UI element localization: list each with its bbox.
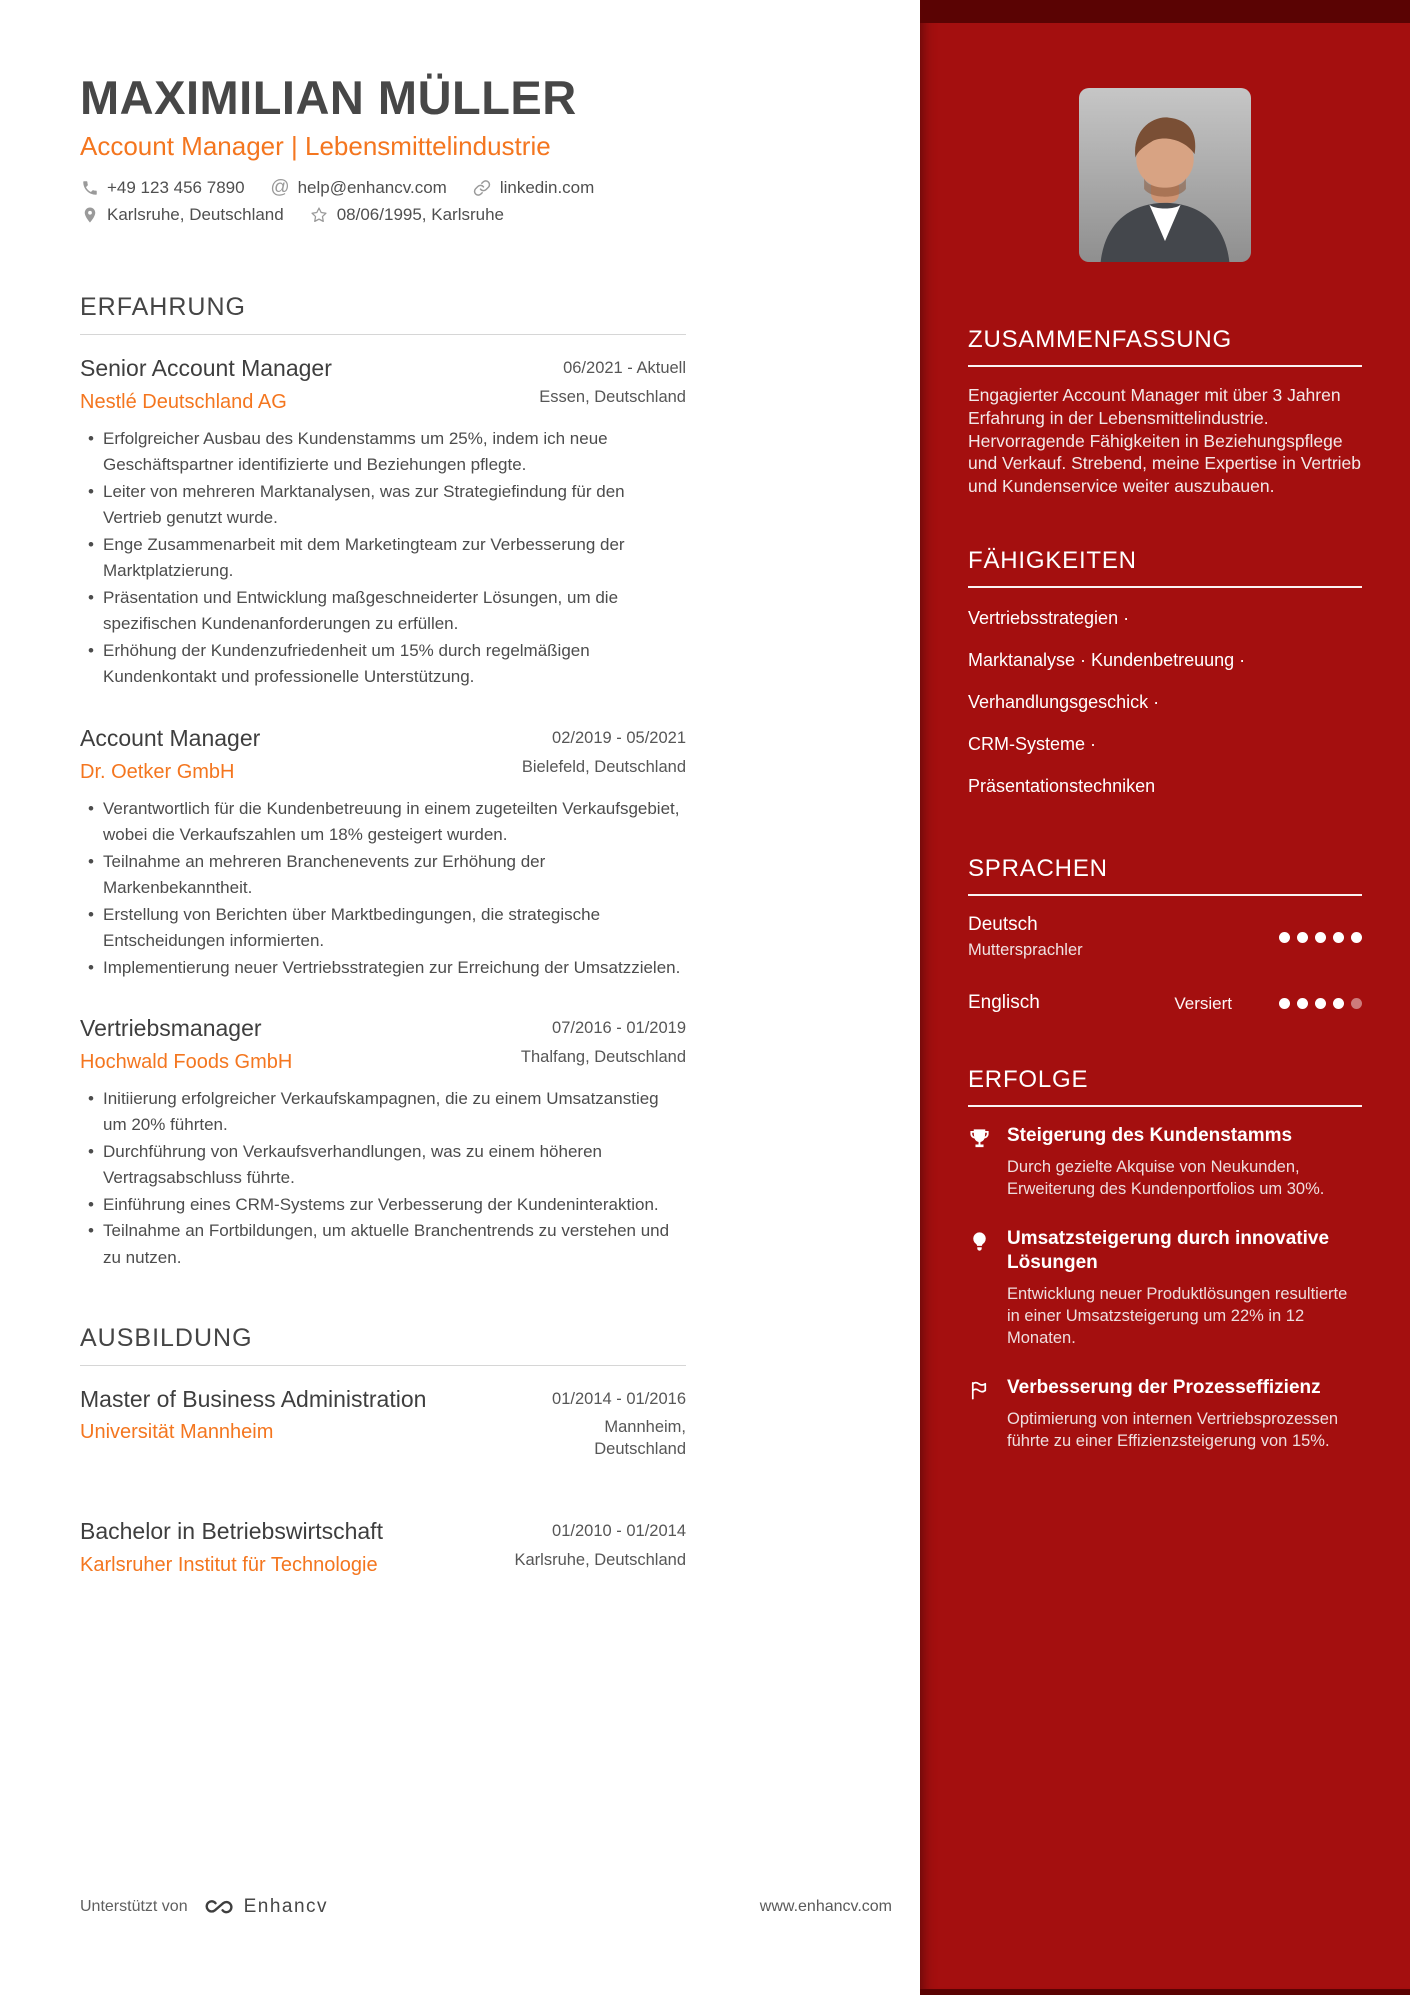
job-entry [80,354,686,691]
job-title: Vertriebsmanager [80,1015,262,1042]
enhancv-logo-icon [198,1895,234,1919]
link-icon [473,178,492,197]
language-dots [1272,998,1362,1009]
job-title: Senior Account Manager [80,354,332,381]
job-company: Dr. Oetker GmbH [80,760,235,783]
skill-item: Vertriebsstrategien · [968,607,1130,628]
phone-icon [80,178,99,197]
skill-item: CRM-Systeme · [968,734,1097,755]
location-pin-icon [80,205,99,224]
skill-item: Verhandlungsgeschick · [968,691,1160,712]
sidebar-divider [968,365,1362,367]
job-company: Hochwald Foods GmbH [80,1050,293,1073]
language-name: Englisch [968,992,1040,1014]
job-location: Essen, Deutschland [539,387,686,406]
job-bullet: • Leiter von mehreren Marktanalysen, was zur Strategiefindung für den Vertrieb genutzt wurde. [103,479,686,532]
achievement-description: Optimierung von internen Vertriebsprozessen führte zu einer Effizienzsteigerung von 15%. [1007,1409,1339,1450]
education-entry [80,1385,686,1461]
email-contact[interactable] [271,178,447,198]
job-bullets [80,1086,686,1272]
achievement-title: Umsatzsteigerung durch innovative Lösungen [1007,1228,1330,1273]
language-name: Deutsch [968,914,1038,936]
birthdate-contact [310,205,504,225]
language-level: Versiert [1174,993,1232,1013]
achievements-heading: ERFOLGE [968,1066,1089,1094]
job-bullet: • Initiierung erfolgreicher Verkaufskampagnen, die zu einem Umsatzanstieg um 20% führten. [103,1086,686,1139]
job-bullet: • Verantwortlich für die Kundenbetreuung in einem zugeteilten Verkaufsgebiet, wobei die Verkaufszahlen um 18% gesteigert wurden. [103,796,686,849]
job-title: Account Manager [80,724,261,751]
flag-icon [968,1376,994,1452]
summary-section [968,326,1362,498]
languages-heading: SPRACHEN [968,855,1108,883]
achievement-item [968,1124,1362,1200]
job-bullet: • Teilnahme an Fortbildungen, um aktuelle Branchentrends zu verstehen und zu nutzen. [103,1218,686,1271]
job-headline: Account Manager | Lebensmittelindustrie [80,130,551,161]
job-location: Bielefeld, Deutschland [521,757,686,776]
powered-by [80,1895,328,1919]
sidebar-divider [968,1105,1362,1107]
job-bullet: • Erhöhung der Kundenzufriedenheit um 15% durch regelmäßigen Kundenkontakt und professionelle Unterstützung. [103,638,686,691]
language-level: Muttersprachler [968,940,1083,959]
sidebar-divider [968,894,1362,896]
education-location: Mannheim, Deutschland [594,1418,686,1458]
job-bullets [80,796,686,982]
achievement-description: Durch gezielte Akquise von Neukunden, Erweiterung des Kundenportfolios um 30%. [1007,1157,1325,1198]
job-date: 07/2016 - 01/2019 [552,1019,686,1038]
job-bullets [80,426,686,691]
job-entry [80,724,686,981]
job-date: 06/2021 - Aktuell [563,358,686,377]
birthdate-text: 08/06/1995, Karlsruhe [336,204,505,224]
education-section [80,1324,686,1578]
language-dots [1272,932,1362,943]
job-bullet: • Erstellung von Berichten über Marktbedingungen, die strategische Entscheidungen informierten. [103,902,686,955]
language-row [968,913,1362,961]
skills-section [968,547,1362,799]
phone-number: +49 123 456 7890 [107,177,245,197]
job-date: 02/2019 - 05/2021 [552,728,686,747]
job-bullet: • Erfolgreicher Ausbau des Kundenstamms um 25%, indem ich neue Geschäftspartner identifizierte und Beziehungen pflegte. [103,426,686,479]
achievement-description: Entwicklung neuer Produktlösungen resultierte in einer Umsatzsteigerung um 22% in 12 Monaten. [1007,1284,1348,1347]
school-name: Karlsruher Institut für Technologie [80,1553,378,1576]
job-bullet: • Teilnahme an mehreren Branchenevents zur Erhöhung der Markenbekanntheit. [103,849,686,902]
experience-section [80,293,686,1272]
education-date: 01/2014 - 01/2016 [552,1389,686,1408]
degree-title: Bachelor in Betriebswirtschaft [80,1518,383,1545]
achievement-item [968,1227,1362,1349]
skill-item: Marktanalyse · Kundenbetreuung · [968,649,1246,670]
education-heading: AUSBILDUNG [80,1323,253,1352]
degree-title: Master of Business Administration [80,1385,427,1412]
skills-heading: FÄHIGKEITEN [968,546,1137,574]
education-location: Karlsruhe, Deutschland [514,1550,686,1569]
lightbulb-icon [968,1227,994,1349]
job-bullet: • Enge Zusammenarbeit mit dem Marketingteam zur Verbesserung der Marktplatzierung. [103,532,686,585]
education-date: 01/2010 - 01/2014 [552,1522,686,1541]
language-row [968,991,1362,1016]
job-bullet: • Einführung eines CRM-Systems zur Verbesserung der Kundeninteraktion. [103,1192,686,1219]
powered-by-label: Unterstützt von [80,1898,188,1915]
section-divider [80,1365,686,1366]
experience-heading: ERFAHRUNG [80,292,246,321]
linkedin-url[interactable]: linkedin.com [499,177,595,197]
location-contact [80,205,284,225]
achievements-section [968,1066,1362,1452]
job-bullet: • Präsentation und Entwicklung maßgeschneiderter Lösungen, um die spezifischen Kundenanforderungen zu erfüllen. [103,585,686,638]
link-contact[interactable] [473,178,595,198]
website-url[interactable]: www.enhancv.com [759,1898,892,1915]
education-entry [80,1517,686,1578]
sidebar [920,0,1410,1995]
phone-contact [80,178,245,198]
summary-heading: ZUSAMMENFASSUNG [968,326,1233,353]
achievement-title: Verbesserung der Prozesseffizienz [1007,1376,1321,1398]
section-divider [80,334,686,335]
languages-section [968,855,1362,1016]
at-icon: @ [270,177,290,199]
achievement-title: Steigerung des Kundenstamms [1007,1125,1293,1147]
email-address[interactable]: help@enhancv.com [297,177,447,197]
page-footer [80,1895,892,1919]
job-location: Thalfang, Deutschland [520,1047,686,1066]
sidebar-divider [968,586,1362,588]
job-company: Nestlé Deutschland AG [80,390,287,413]
contact-info [80,178,686,225]
job-bullet: • Durchführung von Verkaufsverhandlungen, was zu einem höheren Vertragsabschluss führte. [103,1139,686,1192]
trophy-icon [968,1124,994,1200]
summary-text: Engagierter Account Manager mit über 3 Jahren Erfahrung in der Lebensmittelindustrie. Hervorragende Fähigkeiten in Beziehungspflege und Verkauf. Strebend, meine Expertise in Vertrieb und Kundenservice weiter auszubauen. [968,385,1362,496]
person-name: MAXIMILIAN MÜLLER [80,71,577,124]
skill-item: Präsentationstechniken [968,776,1156,797]
star-icon [310,205,329,224]
job-bullet: • Implementierung neuer Vertriebsstrategien zur Erreichung der Umsatzzielen. [103,955,686,982]
brand-name[interactable]: Enhancv [243,1896,329,1917]
school-name: Universität Mannheim [80,1421,274,1444]
profile-photo [1079,88,1251,262]
location-text: Karlsruhe, Deutschland [107,204,284,224]
achievement-item [968,1376,1362,1452]
job-entry [80,1014,686,1271]
